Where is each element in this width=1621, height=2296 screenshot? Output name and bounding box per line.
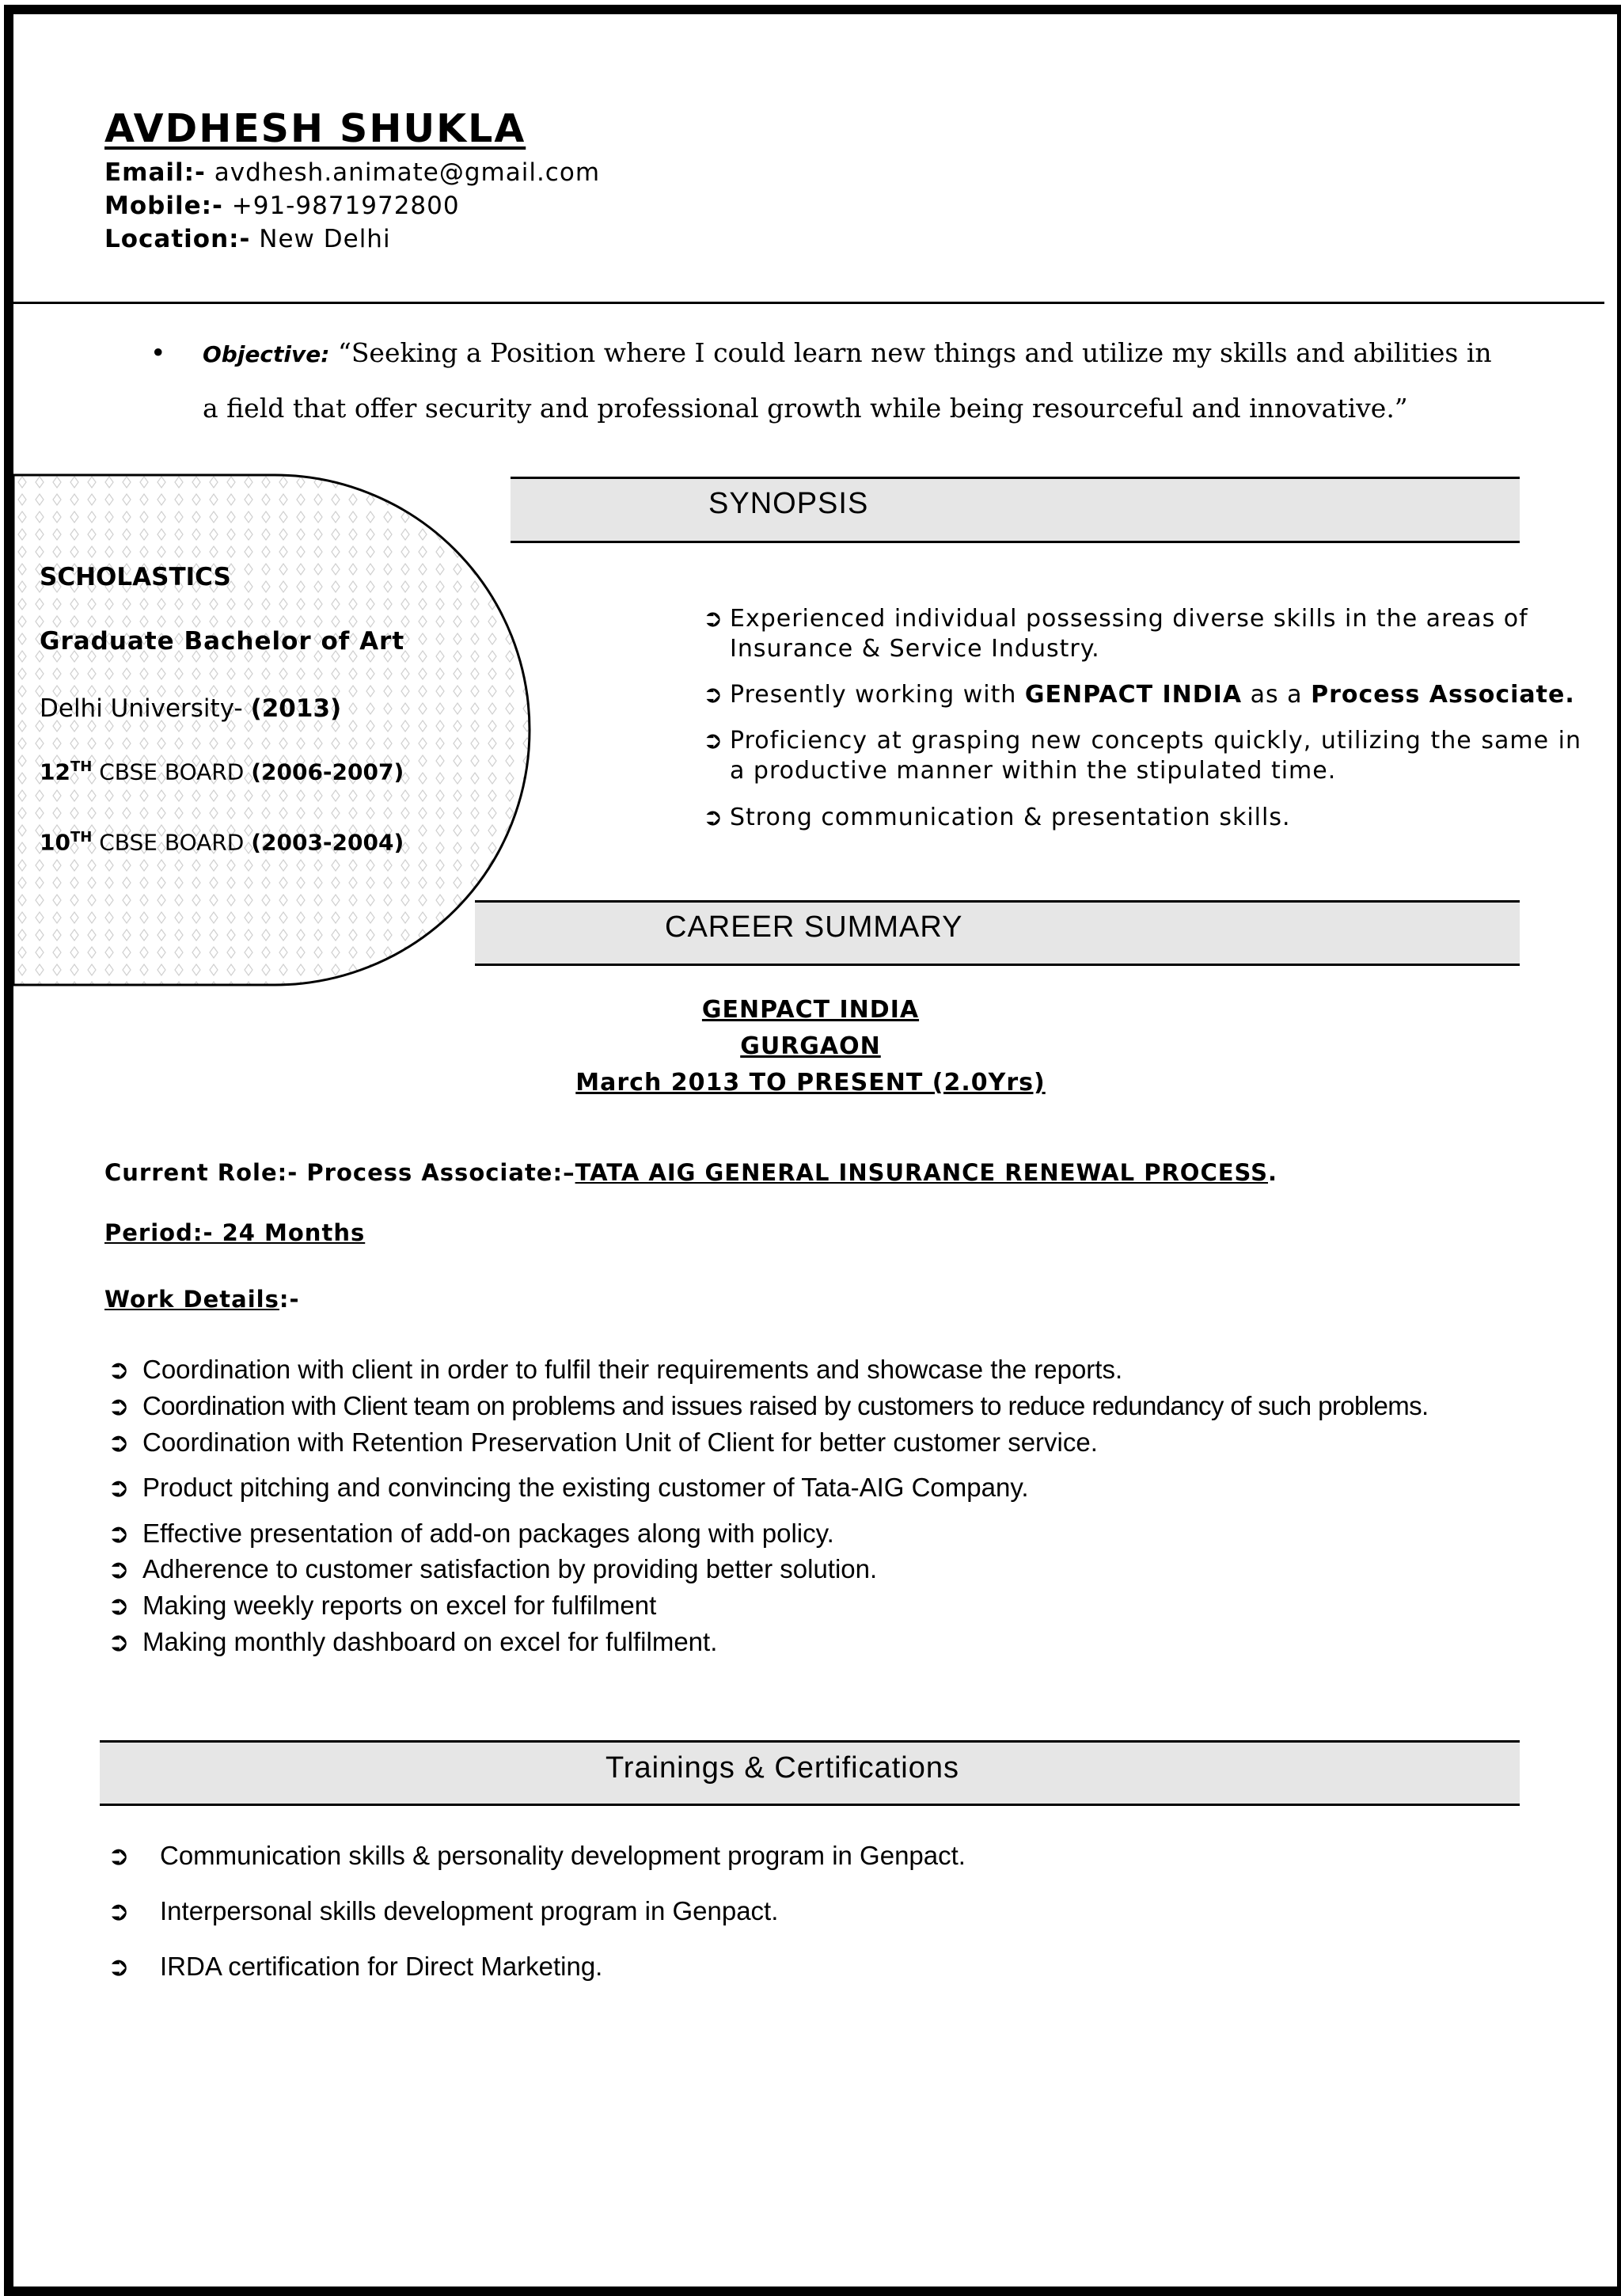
twelfth-num: 12 xyxy=(40,758,70,785)
arrow-right-icon: ➲ xyxy=(703,681,724,709)
work-details-label: Work Details:- xyxy=(104,1286,300,1313)
employment-period: March 2013 TO PRESENT (2.0Yrs) xyxy=(575,1069,1046,1097)
objective xyxy=(150,326,1509,435)
arrow-right-icon: ➲ xyxy=(703,804,724,831)
degree: Graduate Bachelor of Art xyxy=(40,627,405,656)
email-line xyxy=(104,158,600,187)
arrow-right-icon: ➲ xyxy=(703,605,724,633)
arrow-right-icon: ➲ xyxy=(108,1391,130,1420)
synopsis-bar xyxy=(511,477,1520,543)
objective-text: “Seeking a Position where I could learn new things and utilize my skills and abilities in a field that offer security and professional growth while being resourceful and innovative.” xyxy=(203,337,1492,424)
email-value: avdhesh.animate@gmail.com xyxy=(214,158,601,187)
location-label: Location:- xyxy=(104,225,251,253)
twelfth-line xyxy=(40,758,404,785)
work-detail-item: ➲ Adherence to customer satisfaction by providing better solution. xyxy=(108,1554,878,1583)
training-item: ➲ Interpersonal skills development program in Genpact. xyxy=(108,1896,779,1925)
career-summary-bar xyxy=(475,900,1520,966)
training-item: ➲ Communication skills & personality development program in Genpact. xyxy=(108,1841,966,1870)
objective-bullet: • xyxy=(150,337,166,368)
twelfth-sup: TH xyxy=(70,758,93,775)
trainings-title: Trainings & Certifications xyxy=(606,1751,959,1785)
work-detail-item: ➲ Product pitching and convincing the existing customer of Tata-AIG Company. xyxy=(108,1473,1029,1502)
arrow-right-icon: ➲ xyxy=(108,1427,130,1457)
objective-label: Objective: xyxy=(203,341,330,367)
company-city: GURGAON xyxy=(740,1032,881,1060)
arrow-right-icon: ➲ xyxy=(108,1896,130,1925)
current-role-label: Current Role:- Process Associate:– xyxy=(104,1159,575,1186)
mobile-label: Mobile:- xyxy=(104,192,223,220)
mobile-value: +91-9871972800 xyxy=(231,192,460,220)
arrow-right-icon: ➲ xyxy=(108,1473,130,1502)
tenth-line xyxy=(40,829,404,855)
work-detail-item: ➲ Coordination with client in order to fulfil their requirements and showcase the reports. xyxy=(108,1355,1123,1384)
arrow-right-icon: ➲ xyxy=(108,1355,130,1384)
twelfth-board: CBSE BOARD xyxy=(99,758,245,785)
work-detail-item: ➲ Effective presentation of add-on packages along with policy. xyxy=(108,1519,834,1548)
tenth-num: 10 xyxy=(40,829,70,856)
arrow-right-icon: ➲ xyxy=(108,1952,130,1981)
location-value: New Delhi xyxy=(259,225,391,253)
objective-paragraph xyxy=(155,326,1509,435)
twelfth-years: (2006-2007) xyxy=(251,758,404,785)
period-label: Period:- 24 Months xyxy=(104,1219,366,1246)
scholastics-title: SCHOLASTICS xyxy=(40,563,231,591)
mobile-line xyxy=(104,192,460,220)
work-detail-item: ➲ Making weekly reports on excel for fulfilment xyxy=(108,1591,657,1620)
work-detail-item: ➲ Coordination with Client team on problems and issues raised by customers to reduce redundancy of such problems. xyxy=(108,1391,1429,1420)
arrow-right-icon: ➲ xyxy=(703,727,724,755)
arrow-right-icon: ➲ xyxy=(108,1591,130,1620)
email-label: Email:- xyxy=(104,158,206,187)
university-line xyxy=(40,694,341,723)
arrow-right-icon: ➲ xyxy=(108,1554,130,1583)
synopsis-item: ➲ Presently working with GENPACT INDIA as a Process Associate. xyxy=(703,681,1575,709)
tenth-board: CBSE BOARD xyxy=(99,829,245,856)
career-summary-title: CAREER SUMMARY xyxy=(665,910,963,944)
location-line xyxy=(104,225,391,253)
arrow-right-icon: ➲ xyxy=(108,1841,130,1870)
header-divider xyxy=(13,302,1604,304)
work-detail-item: ➲ Coordination with Retention Preservation Unit of Client for better customer service. xyxy=(108,1427,1098,1457)
company-name: GENPACT INDIA xyxy=(701,996,920,1024)
synopsis-title: SYNOPSIS xyxy=(708,487,869,520)
training-item: ➲ IRDA certification for Direct Marketing. xyxy=(108,1952,603,1981)
tenth-sup: TH xyxy=(70,829,93,846)
university: Delhi University- xyxy=(40,694,243,723)
synopsis-item: ➲ Experienced individual possessing diverse skills in the areas of Insurance & Service Industry. xyxy=(703,605,1528,663)
university-year: (2013) xyxy=(250,694,342,723)
synopsis-item: ➲ Proficiency at grasping new concepts quickly, utilizing the same in a productive manner within the stipulated time. xyxy=(703,727,1581,785)
current-role: Current Role:- Process Associate:–TATA AIG GENERAL INSURANCE RENEWAL PROCESS. xyxy=(104,1159,1278,1186)
work-detail-item: ➲ Making monthly dashboard on excel for fulfilment. xyxy=(108,1627,718,1656)
arrow-right-icon: ➲ xyxy=(108,1519,130,1548)
current-role-process: TATA AIG GENERAL INSURANCE RENEWAL PROCESS xyxy=(575,1159,1269,1186)
synopsis-item: ➲ Strong communication & presentation skills. xyxy=(703,804,1291,831)
arrow-right-icon: ➲ xyxy=(108,1627,130,1656)
tenth-years: (2003-2004) xyxy=(251,829,404,856)
scholastics-half-circle xyxy=(13,473,536,988)
candidate-name: AVDHESH SHUKLA xyxy=(104,106,526,151)
